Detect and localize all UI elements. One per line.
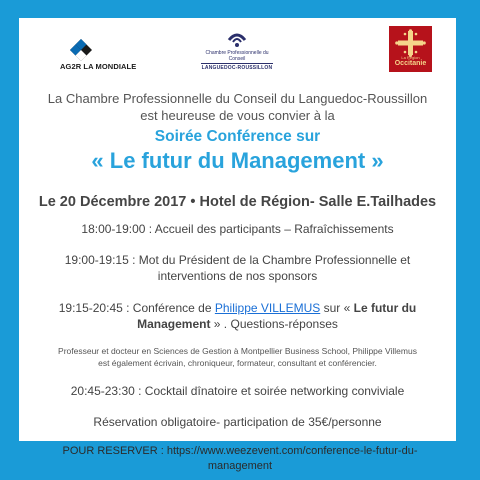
speaker-bio-line-2: est également écrivain, chroniqueur, formateur, consultant et conférencier. — [98, 358, 377, 368]
chamber-logo-region: LANGUEDOC-ROUSSILLON — [201, 65, 273, 71]
conference-suffix: » . Questions-réponses — [210, 317, 338, 331]
intro-line-1: La Chambre Professionnelle du Conseil du Languedoc-Roussillon — [47, 91, 428, 106]
speaker-bio-line-1: Professeur et docteur en Sciences de Gestion à Montpellier Business School, Philippe Villemus — [58, 346, 417, 356]
reservation-link[interactable] — [0, 444, 480, 474]
invitation-card — [19, 18, 456, 441]
reservation-link-line-1[interactable]: POUR RESERVER : https://www.weezevent.com/conference-le-futur-du- — [62, 445, 418, 457]
event-title: « Le futur du Management » — [91, 148, 384, 173]
occitanie-logo-name: Occitanie — [394, 60, 427, 67]
schedule-cocktail: 20:45-23:30 : Cocktail dînatoire et soirée networking conviviale — [70, 384, 405, 398]
speaker-link[interactable]: Philippe VILLEMUS — [214, 301, 321, 315]
ag2r-logo — [60, 39, 140, 79]
schedule-welcome: 18:00-19:00 : Accueil des participants – Rafraîchissements — [81, 222, 394, 236]
occitanie-logo-small: La Région — [401, 55, 420, 60]
event-date-place: Le 20 Décembre 2017 • Hotel de Région- Salle E.Tailhades — [38, 194, 437, 210]
schedule-conference-line-2 — [19, 317, 456, 331]
conference-middle: sur « — [320, 301, 354, 315]
chamber-logo-name: Chambre Professionnelle du Conseil — [205, 50, 269, 62]
schedule-conference-line-1 — [19, 301, 456, 315]
reservation-link-line-2[interactable]: management — [207, 460, 273, 472]
sponsor-logos — [19, 18, 456, 88]
reservation-note: Réservation obligatoire- participation de 35€/personne — [93, 415, 382, 429]
schedule-president-line-1: 19:00-19:15 : Mot du Président de la Chambre Professionnelle et — [64, 253, 411, 267]
ag2r-logo-text: AG2R LA MONDIALE — [60, 62, 137, 71]
occitan-cross-icon — [395, 29, 426, 57]
conference-title-part-2: Management — [137, 317, 211, 331]
schedule-president-line-2: interventions de nos sponsors — [157, 269, 318, 283]
chamber-logo-icon — [226, 28, 248, 50]
intro-line-2: est heureuse de vous convier à la — [140, 108, 335, 123]
occitanie-logo — [389, 26, 432, 72]
chamber-logo — [201, 28, 273, 80]
conference-title-part-1: Le futur du — [353, 301, 417, 315]
ag2r-logo-icon — [70, 39, 92, 61]
conference-prefix: 19:15-20:45 : Conférence de — [58, 301, 215, 315]
event-subtitle: Soirée Conférence sur — [154, 128, 321, 145]
